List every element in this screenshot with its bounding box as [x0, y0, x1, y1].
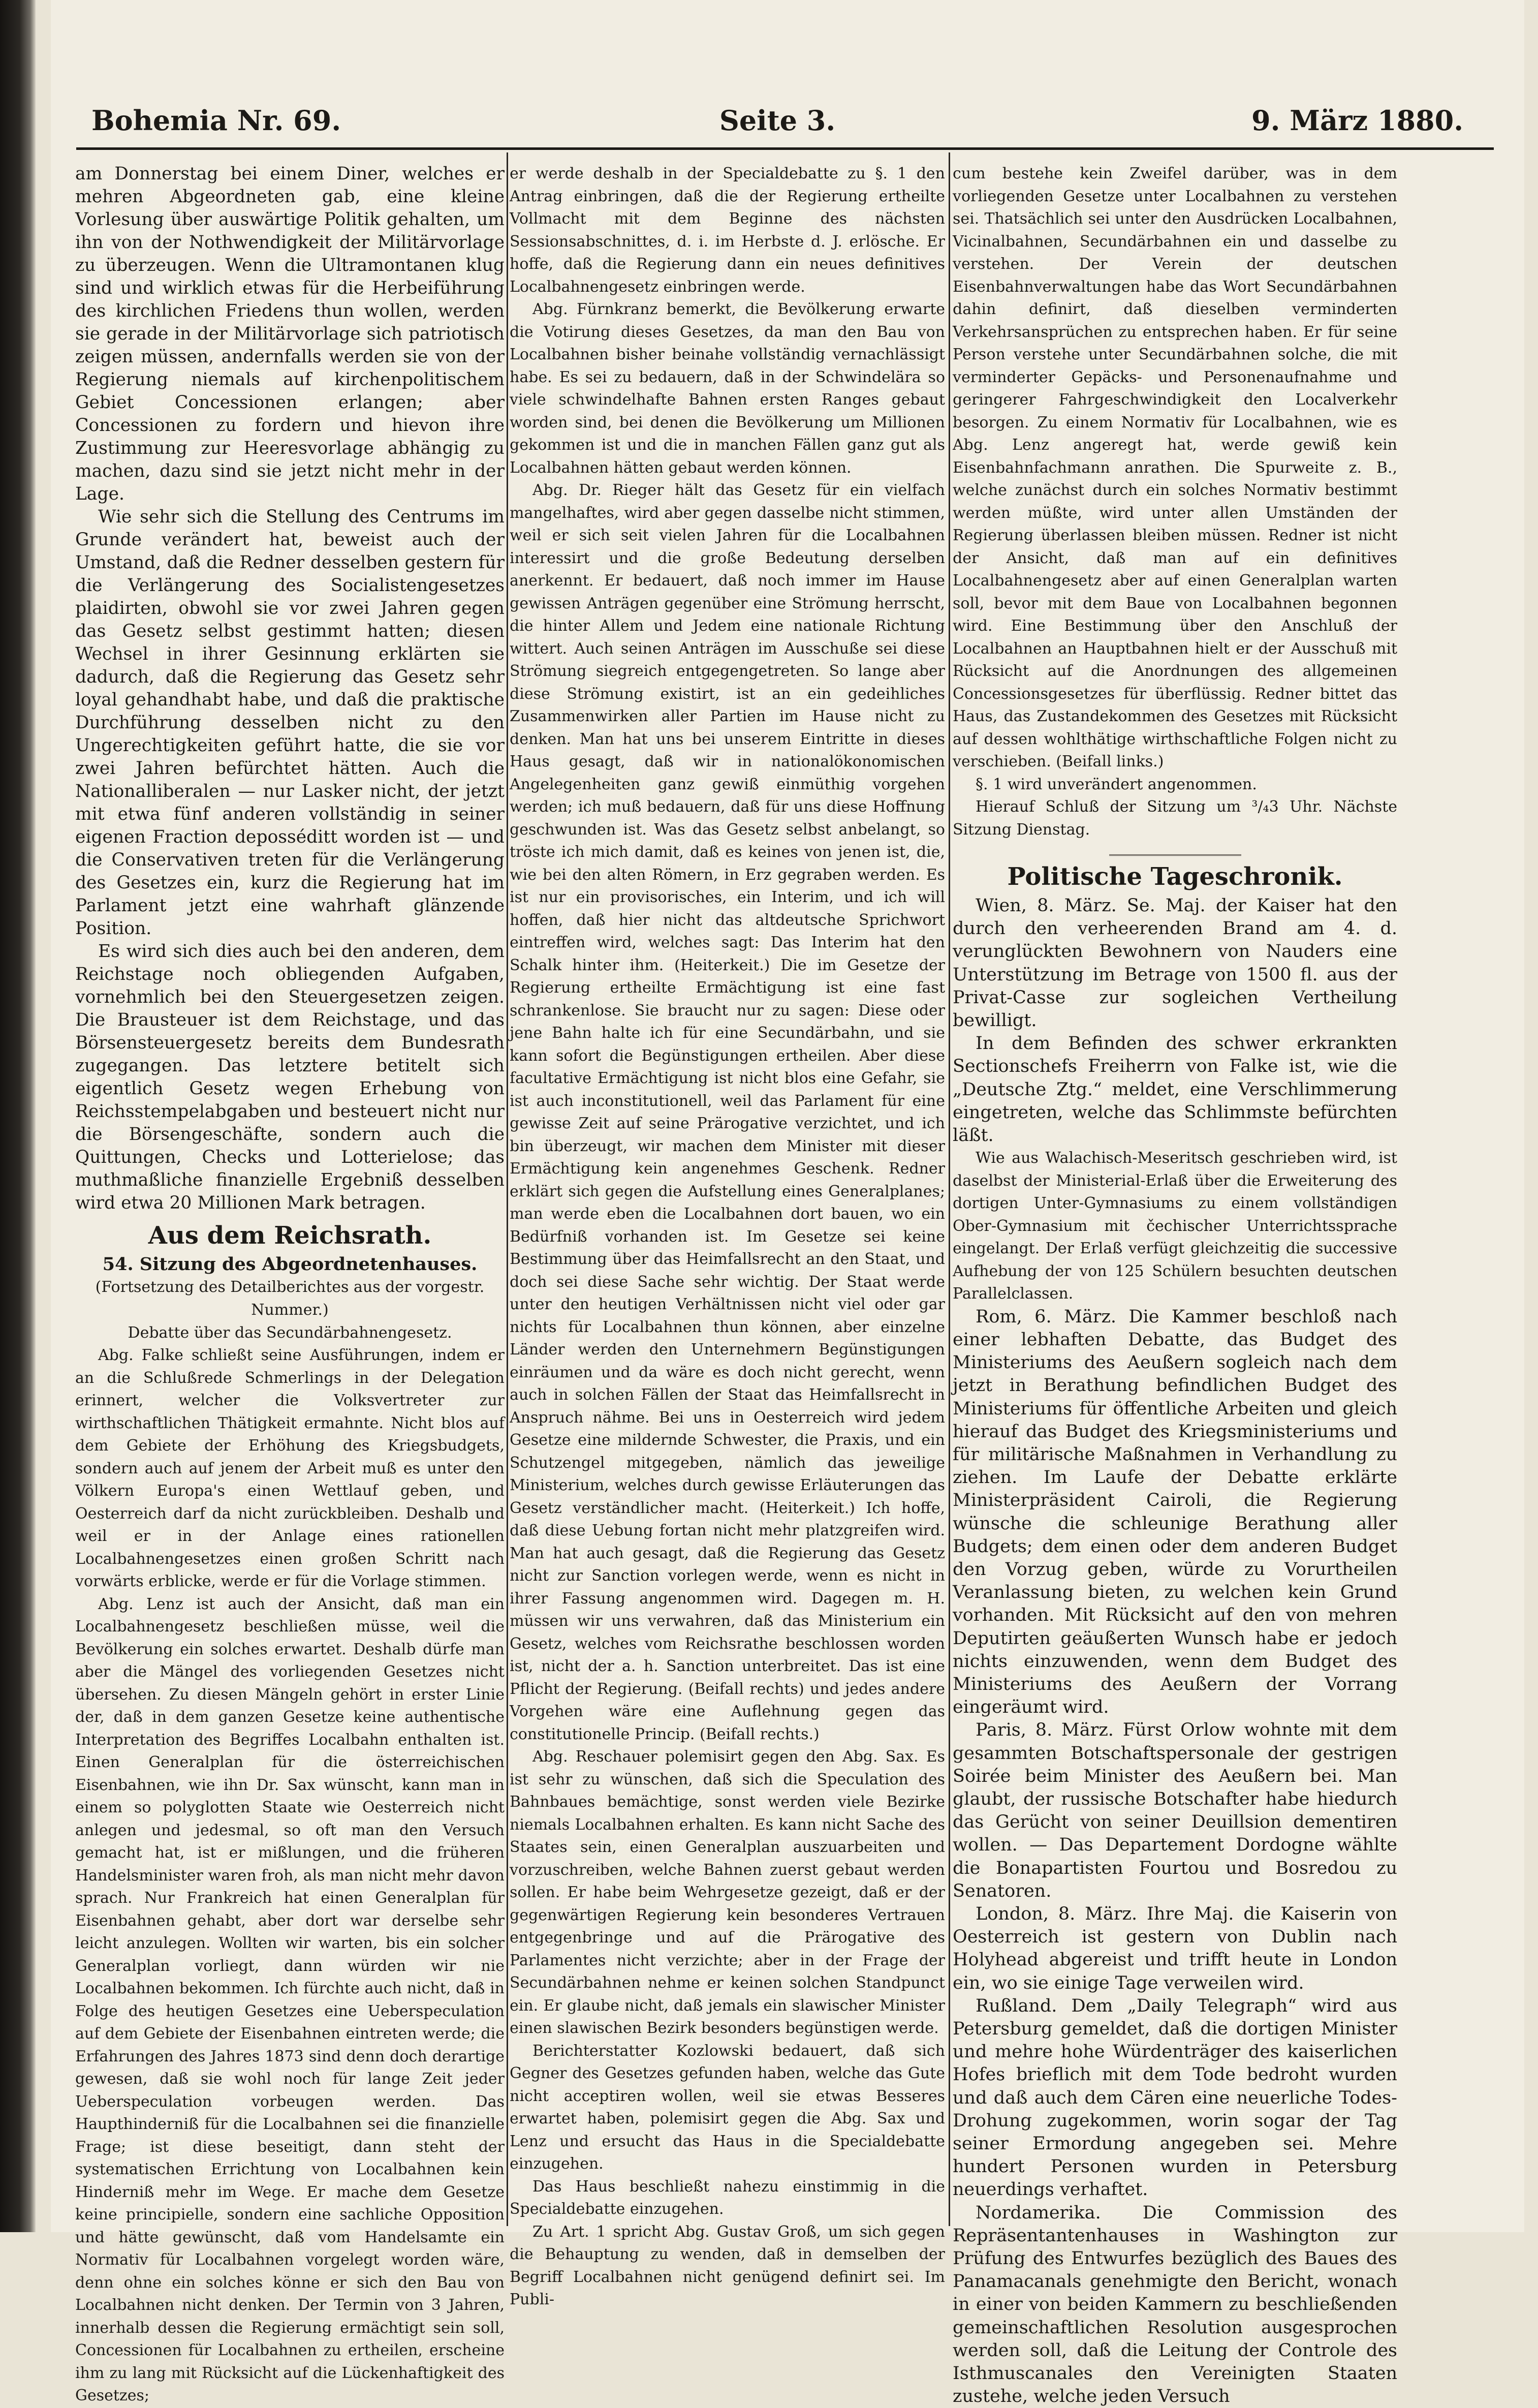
news-item-paris: Paris, 8. März. Fürst Orlow wohnte mit dem gesammten Botschaftspersonale der gestrigen Soirée beim Minister des Aeußern bei. Man glaubt, der russische Botschafter habe hiedurch das Gerücht von seiner Deuillsion dementiren wollen. — Das Departement Dordogne wählte die Bonapartisten Fourtou und Bosredou zu Senatoren.: [953, 1720, 1397, 1901]
news-item: In dem Befinden des schwer erkrankten Sectionschefs Freiherrn von Falke ist, wie die „Deutsche Ztg.“ meldet, eine Verschlimmerung eingetreten, welche das Schlimmste befürchten läßt.: [953, 1033, 1397, 1146]
paragraph: Abg. Dr. Rieger hält das Gesetz für ein vielfach mangelhaftes, wird aber gegen dasselbe nicht stimmen, weil er sich seit vielen Jahren für die Localbahnen interessirt und die große Bedeutung derselben anerkennt. Er bedauert, daß noch immer im Hause gewissen Anträgen gegenüber eine Strömung herrscht, die hinter Allem und Jedem eine nationale Richtung wittert. Auch seinen Anträgen im Ausschuße sei diese Strömung siegreich entgegengetreten. So lange aber diese Strömung existirt, ist an ein gedeihliches Zusammenwirken aller Partien im Hause nicht zu denken. Man hat uns bei unserem Eintritte in dieses Haus gesagt, daß wir in nationalökonomischen Angelegenheiten ganz gewiß einmüthig vorgehen werden; ich muß bedauern, daß für uns diese Hoffnung geschwunden ist. Was das Gesetz selbst anbelangt, so tröste ich mich damit, daß es keines von jenen ist, die, wie bei den alten Römern, in Erz gegraben werden. Es ist nur ein provisorisches, ein Interim, und ich will hoffen, daß hier nicht das altdeutsche Sprichwort eintreffen wird, welches sagt: Das Interim hat den Schalk hinter ihm. (Heiterkeit.) Die im Gesetze der Regierung ertheilte Ermächtigung ist eine fast schrankenlose. Sie braucht nur zu sagen: Diese oder jene Bahn halte ich für eine Secundärbahn, und sie kann sofort die Begünstigungen ertheilen. Aber diese facultative Ermächtigung ist nicht blos eine Gefahr, sie ist auch inconstitutionell, weil das Parlament für eine gewisse Zeit auf seine Prärogative verzichtet, und ich bin überzeugt, wir machen dem Minister mit dieser Ermächtigung kein angenehmes Geschenk. Redner erklärt sich gegen die Aufstellung eines Generalplanes; man werde eben die Localbahnen dort bauen, wo ein Bedürfniß vorhanden ist. Im Gesetze sei keine Bestimmung über das Heimfallsrecht an den Staat, und doch sei diese Sache sehr wichtig. Der Staat werde unter den heutigen Verhältnissen nicht viel oder gar nichts für Localbahnen thun können, aber einzelne Länder werden den Unternehmern Begünstigungen einräumen und da wäre es doch nicht gerecht, wenn auch in solchen Fällen der Staat das Heimfallsrecht in Anspruch nähme. Bei uns in Oesterreich wird jedem Gesetze eine mildernde Schwester, die Praxis, und ein Schutzengel mitgegeben, nämlich das jeweilige Ministerium, welches durch gewisse Erläuterungen das Gesetz verständlicher macht. (Heiterkeit.) Ich hoffe, daß diese Uebung fortan nicht mehr platzgreifen wird. Man hat auch gesagt, daß die Regierung das Gesetz nicht zur Sanction vorlegen werde, wenn es nicht in ihrer Fassung angenommen wird. Dagegen m. H. müssen wir uns verwahren, daß das Ministerium ein Gesetz, welches vom Reichsrathe beschlossen worden ist, nicht der a. h. Sanction unterbreitet. Das ist eine Pflicht der Regierung. (Beifall rechts) und jedes andere Vorgehen wäre eine Auflehnung gegen das constitutionelle Princip. (Beifall rechts.): [510, 481, 945, 1743]
news-item-russland: Rußland. Dem „Daily Telegraph“ wird aus Petersburg gemeldet, daß die dortigen Minister und mehre hohe Würdenträger des kaiserlichen Hofes brieflich mit dem Tode bedroht wurden und daß auch dem Cären eine neuerliche Todes-Drohung zugekommen, worin sogar der Tag seiner Ermordung angegeben sei. Mehre hundert Personen wurden in Petersburg neuerdings verhaftet.: [953, 1995, 1397, 2200]
paragraph: Wie sehr sich die Stellung des Centrums im Grunde verändert hat, beweist auch der Umstand, daß die Redner desselben gestern für die Verlängerung des Socialistengesetzes plaidirten, obwohl sie vor zwei Jahren gegen das Gesetz selbst gestimmt hatten; diesen Wechsel in ihrer Gesinnung erklärten sie dadurch, daß die Regierung das Gesetz sehr loyal gehandhabt habe, und daß die praktische Durchführung desselben nicht zu den Ungerechtigkeiten geführt hatte, die sie vor zwei Jahren befürchtet hätten. Auch die Nationalliberalen — nur Lasker nicht, der jetzt mit etwa fünf anderen vollständig in seiner eigenen Fraction deposséditt worden ist — und die Conservativen treten für die Verlängerung des Gesetzes ein, kurz die Regierung hat im Parlament jetzt eine wahrhaft glänzende Position.: [75, 507, 505, 939]
paragraph: Das Haus beschließt nahezu einstimmig in die Specialdebatte einzugehen.: [510, 2177, 945, 2218]
paragraph: Es wird sich dies auch bei den anderen, dem Reichstage noch obliegenden Aufgaben, vornehmlich bei den Steuergesetzen zeigen. Die Brausteuer ist dem Reichstage, und das Börsensteuergesetz bereits dem Bundesrath zugegangen. Das letztere betitelt sich eigentlich Gesetz wegen Erhebung von Reichsstempelabgaben und besteuert nicht nur die Börsengeschäfte, sondern auch die Quittungen, Checks und Lotterielose; das muthmaßliche finanzielle Ergebniß desselben wird etwa 20 Millionen Mark betragen.: [75, 941, 505, 1213]
paragraph: Abg. Reschauer polemisirt gegen den Abg. Sax. Es ist sehr zu wünschen, daß sich die Speculation des Bahnbaues bemächtige, sonst werden viele Bezirke niemals Localbahnen erhalten. Es kann nicht Sache des Staates sein, einen Generalplan auszuarbeiten und vorzuschreiben, welche Bahnen zuerst gebaut werden sollen. Er habe beim Wehrgesetze gezeigt, daß er der gegenwärtigen Regierung kein besonderes Vertrauen entgegenbringe und auf die Prärogative des Parlamentes nicht verzichte; aber in der Frage der Secundärbahnen nehme er keinen solchen Standpunct ein. Er glaube nicht, daß jemals ein slawischer Minister einen slawischen Bezirk besonders begünstigen werde.: [510, 1748, 945, 2037]
news-item-nordamerika: Nordamerika. Die Commission des Repräsentantenhauses in Washington zur Prüfung des Entwurfes bezüglich des Baues des Panamacanals genehmigte den Bericht, wonach in einer von beiden Kammern zu beschließenden gemeinschaftlichen Resolution ausgesprochen werden soll, daß die Leitung der Controle des Isthmuscanales den Vereinigten Staaten zustehe, welche jeden Versuch: [953, 2202, 1397, 2407]
paragraph: Abg. Falke schließt seine Ausführungen, indem er an die Schlußrede Schmerlings in der Delegation erinnert, welcher die Volksvertreter zur wirthschaftlichen Thätigkeit ermahnte. Nicht blos auf dem Gebiete der Erhöhung des Kriegsbudgets, sondern auch auf jenem der Arbeit muß es unter den Völkern Europa's einen Wettlauf geben, und Oesterreich darf da nicht zurückbleiben. Deshalb und weil er in der Anlage eines rationellen Localbahnengesetzes einen großen Schritt nach vorwärts erblicke, werde er für die Vorlage stimmen.: [75, 1346, 505, 1590]
section-heading-reichsrath: Aus dem Reichsrath.: [148, 1221, 432, 1250]
paragraph: er werde deshalb in der Specialdebatte zu §. 1 den Antrag einbringen, daß die der Regierung ertheilte Vollmacht mit dem Beginne des nächsten Sessionsabschnittes, d. i. im Herbste d. J. erlösche. Er hoffe, daß die Regierung dann ein neues definitives Localbahnengesetz einbringen werde.: [510, 165, 945, 296]
news-item-wien: Wien, 8. März. Se. Maj. der Kaiser hat den durch den verheerenden Brand am 4. d. verunglückten Bewohnern von Nauders eine Unterstützung im Betrage von 1500 fl. aus der Privat-Casse zur sogleichen Vertheilung bewilligt.: [953, 896, 1397, 1031]
paragraph: Abg. Fürnkranz bemerkt, die Bevölkerung erwarte die Votirung dieses Gesetzes, da man den Bau von Localbahnen bisher beinahe vollständig vernachlässigt habe. Es sei zu bedauern, daß in der Schwindelära so viele schwindelhafte Bahnen ersten Ranges gebaut worden sind, bei denen die Bevölkerung um Millionen gekommen ist und die in manchen Fällen ganz gut als Localbahnen hätten gebaut werden können.: [510, 300, 945, 477]
session-heading: 54. Sitzung des Abgeordnetenhauses.: [102, 1254, 478, 1275]
news-item: Wie aus Walachisch-Meseritsch geschrieben wird, ist daselbst der Ministerial-Erlaß über die Erweiterung des dortigen Unter-Gymnasiums zu einem vollständigen Ober-Gymnasium mit čechischer Unterrichtssprache eingelangt. Der Erlaß verfügt gleichzeitig die successive Aufhebung der von 125 Schülern besuchten deutschen Parallelclassen.: [953, 1149, 1397, 1303]
newspaper-page: [51, 0, 1524, 2407]
column-divider-2: [949, 152, 950, 2226]
column-2: [510, 163, 945, 2308]
news-items: [953, 894, 1397, 2408]
section-heading-tageschronik: Politische Tageschronik.: [1007, 862, 1343, 891]
header-publication: Bohemia Nr. 69.: [91, 104, 341, 137]
paragraph: Zu Art. 1 spricht Abg. Gustav Groß, um sich gegen die Behauptung zu wenden, daß in demselben der Begriff Localbahnen nicht genügend definirt sei. Im Publi-: [510, 2222, 945, 2308]
header-date: 9. März 1880.: [1251, 104, 1463, 137]
header-rule: [76, 147, 1494, 150]
column-3: [953, 163, 1397, 2407]
section-separator: [1109, 844, 1241, 856]
book-binding-edge: [0, 0, 36, 2232]
paragraph: §. 1 wird unverändert angenommen.: [976, 775, 1257, 793]
header-page-number: Seite 3.: [719, 104, 836, 137]
news-item-rom: Rom, 6. März. Die Kammer beschloß nach einer lebhaften Debatte, das Budget des Ministeriums des Aeußern sogleich nach dem jetzt in Berathung befindlichen Budget des Ministeriums für öffentliche Arbeiten und gleich hierauf das Budget des Kriegsministeriums und für militärische Maßnahmen in Verhandlung zu ziehen. Im Laufe der Debatte erklärte Ministerpräsident Cairoli, die Regierung wünsche die schleunige Berathung aller Budgets; dem einen oder dem anderen Budget den Vorzug geben, würde zu Vorurtheilen Veranlassung bieten, zu welchen kein Grund vorhanden. Mit Rücksicht auf den von mehren Deputirten geäußerten Wunsch habe er jedoch nichts einzuwenden, wenn dem Budget des Ministeriums des Aeußern der Vorrang eingeräumt wird.: [953, 1306, 1397, 1718]
debate-topic: Debatte über das Secundärbahnengesetz.: [128, 1324, 452, 1342]
continuation-note: (Fortsetzung des Detailberichtes aus der vorgestr. Nummer.): [95, 1278, 485, 1319]
column-1: [75, 163, 505, 2404]
paragraph: Berichterstatter Kozlowski bedauert, daß sich Gegner des Gesetzes gefunden haben, welche das Gute nicht acceptiren wollen, weil sie etwas Besseres erwartet haben, polemisirt gegen die Abg. Sax und Lenz und ersucht das Haus in die Specialdebatte einzugehen.: [510, 2042, 945, 2173]
paragraph: cum bestehe kein Zweifel darüber, was in dem vorliegenden Gesetze unter Localbahnen zu verstehen sei. Thatsächlich sei unter den Ausdrücken Localbahnen, Vicinalbahnen, Secundärbahnen ein und dasselbe zu verstehen. Der Verein der deutschen Eisenbahnverwaltungen habe das Wort Secundärbahnen dahin definirt, daß dieselben verminderten Verkehrsansprüchen zu entsprechen haben. Er für seine Person verstehe unter Secundärbahnen solche, die mit verminderter Gepäcks- und Personenaufnahme und geringerer Fahrgeschwindigkeit den Localverkehr besorgen. Zu einem Normativ für Localbahnen, wie es Abg. Lenz angeregt hat, werde gewiß kein Eisenbahnfachmann anrathen. Die Spurweite z. B., welche zunächst durch ein solches Normativ bestimmt werden müßte, wird unter allen Umständen der Regierung überlassen bleiben müssen. Redner ist nicht der Ansicht, daß man auf ein definitives Localbahnengesetz aber auf einen Generalplan warten soll, bevor mit dem Baue von Localbahnen begonnen wird. Eine Bestimmung über den Anschluß der Localbahnen an Hauptbahnen hielt er der Ausschuß mit Rücksicht auf die Anordnungen des allgemeinen Concessionsgesetzes für überflüssig. Redner bittet das Haus, das Zustandekommen des Gesetzes mit Rücksicht auf dessen wohlthätige wirthschaftliche Folgen nicht zu verschieben. (Beifall links.): [953, 165, 1397, 770]
column-divider-1: [507, 152, 508, 2226]
paragraph: Abg. Lenz ist auch der Ansicht, daß man ein Localbahnengesetz beschließen müsse, weil die Bevölkerung ein solches erwartet. Deshalb dürfe man aber die Mängel des vorliegenden Gesetzes nicht übersehen. Zu diesen Mängeln gehört in erster Linie der, daß in dem ganzen Gesetze keine authentische Interpretation des Begriffes Localbahn enthalten ist. Einen Generalplan für die österreichischen Eisenbahnen, wie ihn Dr. Sax wünscht, kann man in einem so polyglotten Staate wie Oesterreich nicht anlegen und jedesmal, so oft man den Versuch gemacht hat, ist er mißlungen, und die früheren Handelsminister waren froh, als man nicht mehr davon sprach. Nur Frankreich hat einen Generalplan für Eisenbahnen gehabt, aber dort war derselbe sehr leicht anzulegen. Wollten wir warten, bis ein solcher Generalplan vorliegt, dann würden wir nie Localbahnen bekommen. Ich fürchte auch nicht, daß in Folge des heutigen Gesetzes eine Ueberspeculation auf dem Gebiete der Eisenbahnen eintreten werde; die Erfahrungen des Jahres 1873 sind denn doch derartige gewesen, daß sie wohl noch für lange Zeit jeder Ueberspeculation vorbeugen werden. Das Haupthinderniß für die Localbahnen sei die finanzielle Frage; ist diese beseitigt, dann steht der systematischen Errichtung von Localbahnen kein Hinderniß mehr im Wege. Er mache dem Gesetze keine principielle, sondern eine sachliche Opposition und hätte gewünscht, daß vom Handelsamte ein Normativ für Localbahnen vorgelegt worden wäre, denn ohne ein solches könne er sich den Bau von Localbahnen nicht denken. Der Termin von 3 Jahren, innerhalb dessen die Regierung ermächtigt sein soll, Concessionen für Localbahnen zu ertheilen, erscheine ihm zu lang mit Rücksicht auf die Lückenhaftigkeit des Gesetzes;: [75, 1595, 505, 2404]
news-item-london: London, 8. März. Ihre Maj. die Kaiserin von Oesterreich ist gestern von Dublin nach Holyhead abgereist und trifft heute in London ein, wo sie einige Tage verweilen wird.: [953, 1904, 1397, 1993]
paragraph: am Donnerstag bei einem Diner, welches er mehren Abgeordneten gab, eine kleine Vorlesung über auswärtige Politik gehalten, um ihn von der Nothwendigkeit der Militärvorlage zu überzeugen. Wenn die Ultramontanen klug sind und wirklich etwas für die Herbeiführung des kirchlichen Friedens thun wollen, werden sie gerade in der Militärvorlage sich patriotisch zeigen müssen, andernfalls werden sie von der Regierung niemals auf kirchenpolitischem Gebiet Concessionen erlangen; aber Concessionen zu fordern und hievon ihre Zustimmung zur Heeresvorlage abhängig zu machen, dazu sind sie jetzt nicht mehr in der Lage.: [75, 164, 505, 504]
page-header: [91, 104, 1463, 145]
paragraph: Hierauf Schluß der Sitzung um ³/₄3 Uhr. Nächste Sitzung Dienstag.: [953, 798, 1397, 839]
